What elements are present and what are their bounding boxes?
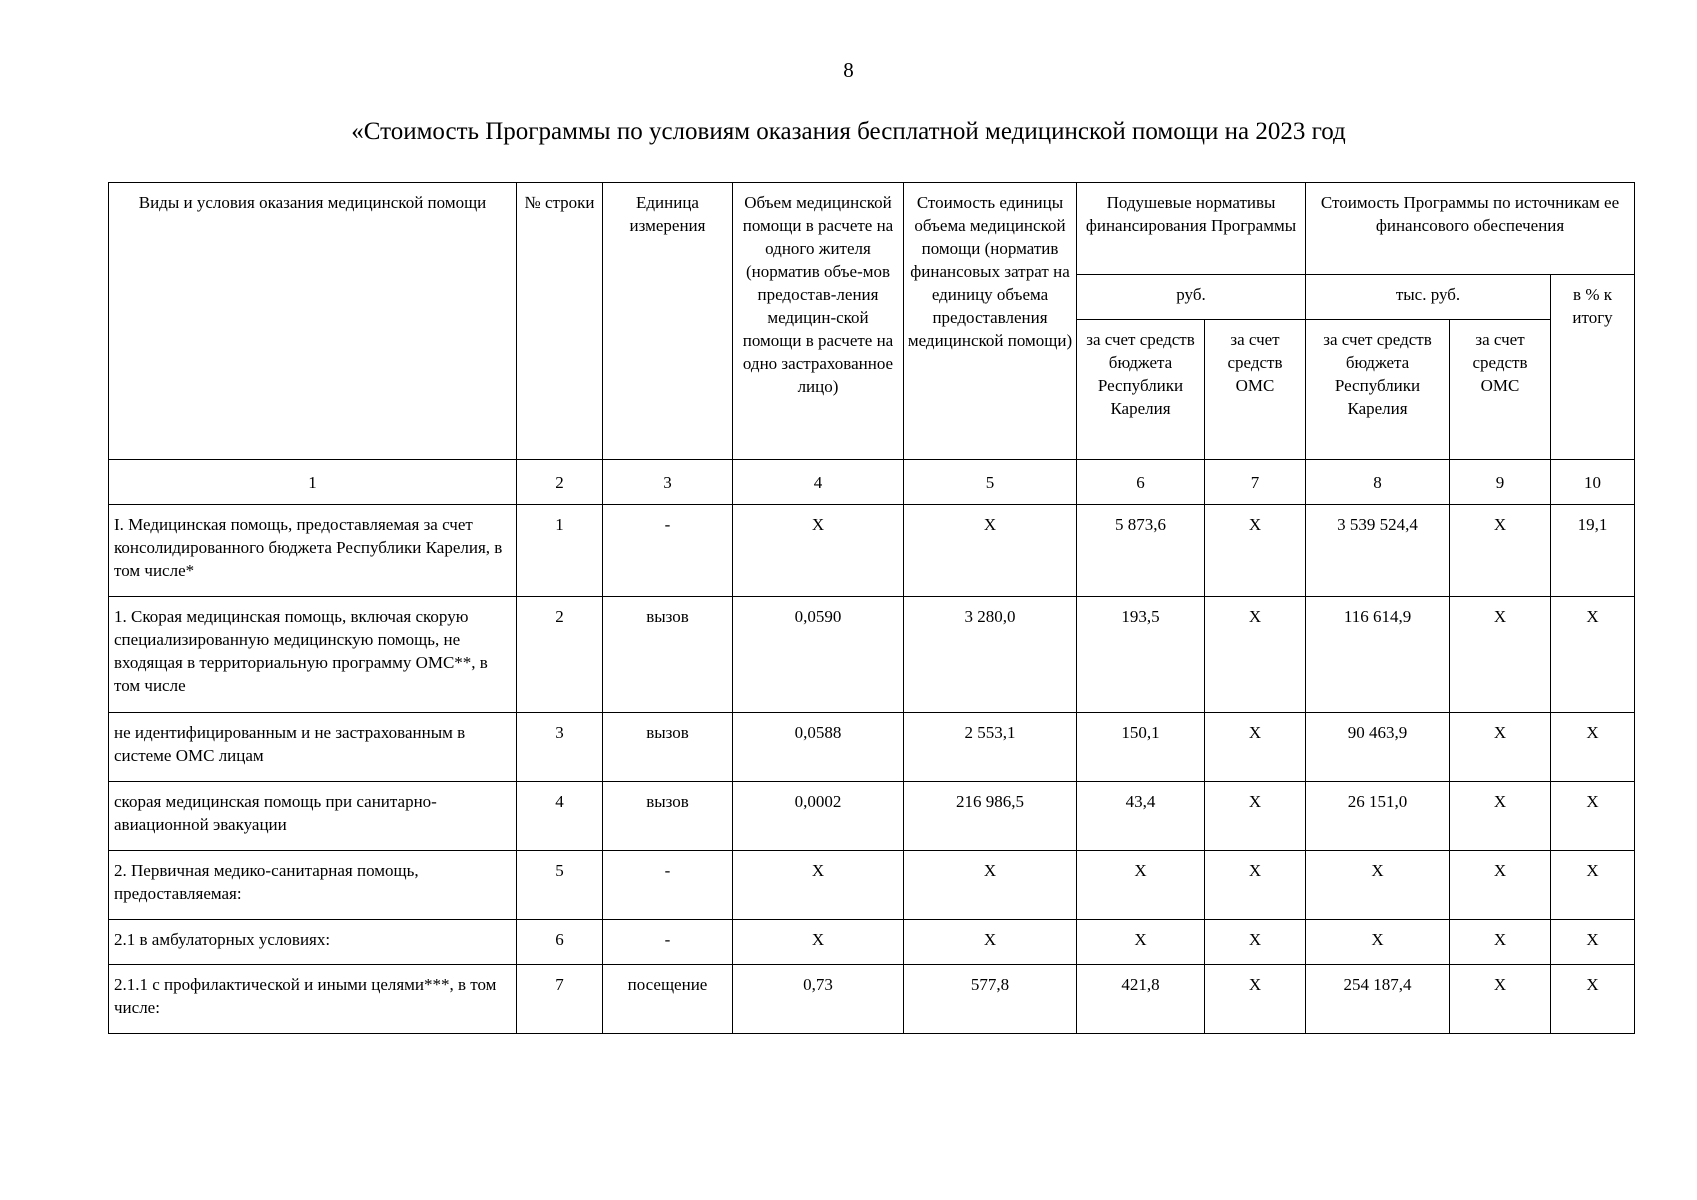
- row-volume: 0,73: [733, 965, 904, 1034]
- row-percent: 19,1: [1551, 505, 1635, 597]
- document-title: «Стоимость Программы по условиям оказания бесплатной медицинской помощи на 2023 год: [351, 118, 1346, 145]
- row-number: 3: [517, 713, 603, 782]
- row-program-oms: Х: [1450, 920, 1551, 965]
- row-name: не идентифицированным и не застрахованным в системе ОМС лицам: [109, 713, 517, 782]
- page-number: 8: [843, 58, 854, 82]
- row-per-capita-budget: 150,1: [1077, 713, 1205, 782]
- program-cost-table: [108, 182, 1635, 1034]
- header-unit-cost: Стоимость единицы объема медицинской помощи (норматив финансовых затрат на единицу объема предоставления медицинской помощи): [904, 183, 1077, 460]
- row-program-oms: Х: [1450, 851, 1551, 920]
- row-volume: 0,0002: [733, 782, 904, 851]
- row-name: скорая медицинская помощь при санитарно-авиационной эвакуации: [109, 782, 517, 851]
- row-per-capita-oms: Х: [1205, 713, 1306, 782]
- row-unit-cost: 216 986,5: [904, 782, 1077, 851]
- row-number: 6: [517, 920, 603, 965]
- row-unit-cost: 3 280,0: [904, 597, 1077, 713]
- row-percent: Х: [1551, 597, 1635, 713]
- row-per-capita-oms: Х: [1205, 920, 1306, 965]
- header-thous-rub: тыс. руб.: [1306, 275, 1551, 320]
- row-program-oms: Х: [1450, 597, 1551, 713]
- row-program-budget: 90 463,9: [1306, 713, 1450, 782]
- header-program-oms: за счет средств ОМС: [1450, 320, 1551, 460]
- row-program-budget: 26 151,0: [1306, 782, 1450, 851]
- row-unit-cost: 577,8: [904, 965, 1077, 1034]
- column-number: 2: [517, 460, 603, 505]
- row-name: 1. Скорая медицинская помощь, включая скорую специализированную медицинскую помощь, не входящая в территориальную программу ОМС**, в том числе: [109, 597, 517, 713]
- row-number: 5: [517, 851, 603, 920]
- row-unit: -: [603, 851, 733, 920]
- header-percent: в % к итогу: [1551, 275, 1635, 460]
- row-unit: вызов: [603, 597, 733, 713]
- row-program-oms: Х: [1450, 713, 1551, 782]
- row-unit: -: [603, 505, 733, 597]
- row-unit-cost: Х: [904, 851, 1077, 920]
- row-per-capita-budget: 43,4: [1077, 782, 1205, 851]
- header-per-capita: Подушевые нормативы финансирования Программы: [1077, 183, 1306, 275]
- column-number: 3: [603, 460, 733, 505]
- row-volume: Х: [733, 505, 904, 597]
- table-row: [109, 597, 1635, 713]
- header-per-capita-oms: за счет средств ОМС: [1205, 320, 1306, 460]
- row-program-oms: Х: [1450, 782, 1551, 851]
- row-name: 2.1 в амбулаторных условиях:: [109, 920, 517, 965]
- header-volume: Объем медицинской помощи в расчете на одного жителя (норматив объе-мов предостав-ления медицин-ской помощи в расчете на одно застрахованное лицо): [733, 183, 904, 460]
- row-unit: -: [603, 920, 733, 965]
- column-number: 9: [1450, 460, 1551, 505]
- header-types: Виды и условия оказания медицинской помощи: [109, 183, 517, 460]
- row-unit: вызов: [603, 713, 733, 782]
- row-program-budget: Х: [1306, 920, 1450, 965]
- header-unit: Единица измерения: [603, 183, 733, 460]
- column-number: 7: [1205, 460, 1306, 505]
- row-unit: вызов: [603, 782, 733, 851]
- row-percent: Х: [1551, 851, 1635, 920]
- row-percent: Х: [1551, 713, 1635, 782]
- row-per-capita-budget: 193,5: [1077, 597, 1205, 713]
- row-unit-cost: Х: [904, 920, 1077, 965]
- row-volume: 0,0588: [733, 713, 904, 782]
- row-number: 1: [517, 505, 603, 597]
- column-number: 4: [733, 460, 904, 505]
- row-percent: Х: [1551, 782, 1635, 851]
- table-row: [109, 713, 1635, 782]
- row-per-capita-oms: Х: [1205, 505, 1306, 597]
- column-number: 5: [904, 460, 1077, 505]
- row-number: 2: [517, 597, 603, 713]
- row-per-capita-oms: Х: [1205, 597, 1306, 713]
- table-row: [109, 920, 1635, 965]
- row-program-oms: Х: [1450, 965, 1551, 1034]
- row-name: 2. Первичная медико-санитарная помощь, предоставляемая:: [109, 851, 517, 920]
- column-number: 6: [1077, 460, 1205, 505]
- row-program-budget: 3 539 524,4: [1306, 505, 1450, 597]
- row-percent: Х: [1551, 920, 1635, 965]
- row-program-budget: 116 614,9: [1306, 597, 1450, 713]
- row-program-budget: Х: [1306, 851, 1450, 920]
- row-number: 4: [517, 782, 603, 851]
- row-volume: 0,0590: [733, 597, 904, 713]
- table-row: [109, 505, 1635, 597]
- row-program-oms: Х: [1450, 505, 1551, 597]
- header-program-cost: Стоимость Программы по источникам ее финансового обеспечения: [1306, 183, 1635, 275]
- row-per-capita-budget: 5 873,6: [1077, 505, 1205, 597]
- header-per-capita-budget: за счет средств бюджета Республики Карелия: [1077, 320, 1205, 460]
- table-body: [109, 505, 1635, 1034]
- row-per-capita-budget: Х: [1077, 851, 1205, 920]
- header-rub: руб.: [1077, 275, 1306, 320]
- header-row-number: № строки: [517, 183, 603, 460]
- row-unit-cost: 2 553,1: [904, 713, 1077, 782]
- row-number: 7: [517, 965, 603, 1034]
- row-volume: Х: [733, 920, 904, 965]
- row-per-capita-budget: Х: [1077, 920, 1205, 965]
- row-unit: посещение: [603, 965, 733, 1034]
- row-per-capita-budget: 421,8: [1077, 965, 1205, 1034]
- column-number: 8: [1306, 460, 1450, 505]
- table-row: [109, 851, 1635, 920]
- row-name: I. Медицинская помощь, предоставляемая за счет консолидированного бюджета Республики Карелия, в том числе*: [109, 505, 517, 597]
- table-header: [109, 183, 1635, 505]
- row-volume: Х: [733, 851, 904, 920]
- row-name: 2.1.1 с профилактической и иными целями***, в том числе:: [109, 965, 517, 1034]
- row-program-budget: 254 187,4: [1306, 965, 1450, 1034]
- row-per-capita-oms: Х: [1205, 965, 1306, 1034]
- row-percent: Х: [1551, 965, 1635, 1034]
- row-unit-cost: Х: [904, 505, 1077, 597]
- column-number: 10: [1551, 460, 1635, 505]
- row-per-capita-oms: Х: [1205, 851, 1306, 920]
- column-number: 1: [109, 460, 517, 505]
- table-row: [109, 782, 1635, 851]
- table-row: [109, 965, 1635, 1034]
- row-per-capita-oms: Х: [1205, 782, 1306, 851]
- header-program-budget: за счет средств бюджета Республики Карелия: [1306, 320, 1450, 460]
